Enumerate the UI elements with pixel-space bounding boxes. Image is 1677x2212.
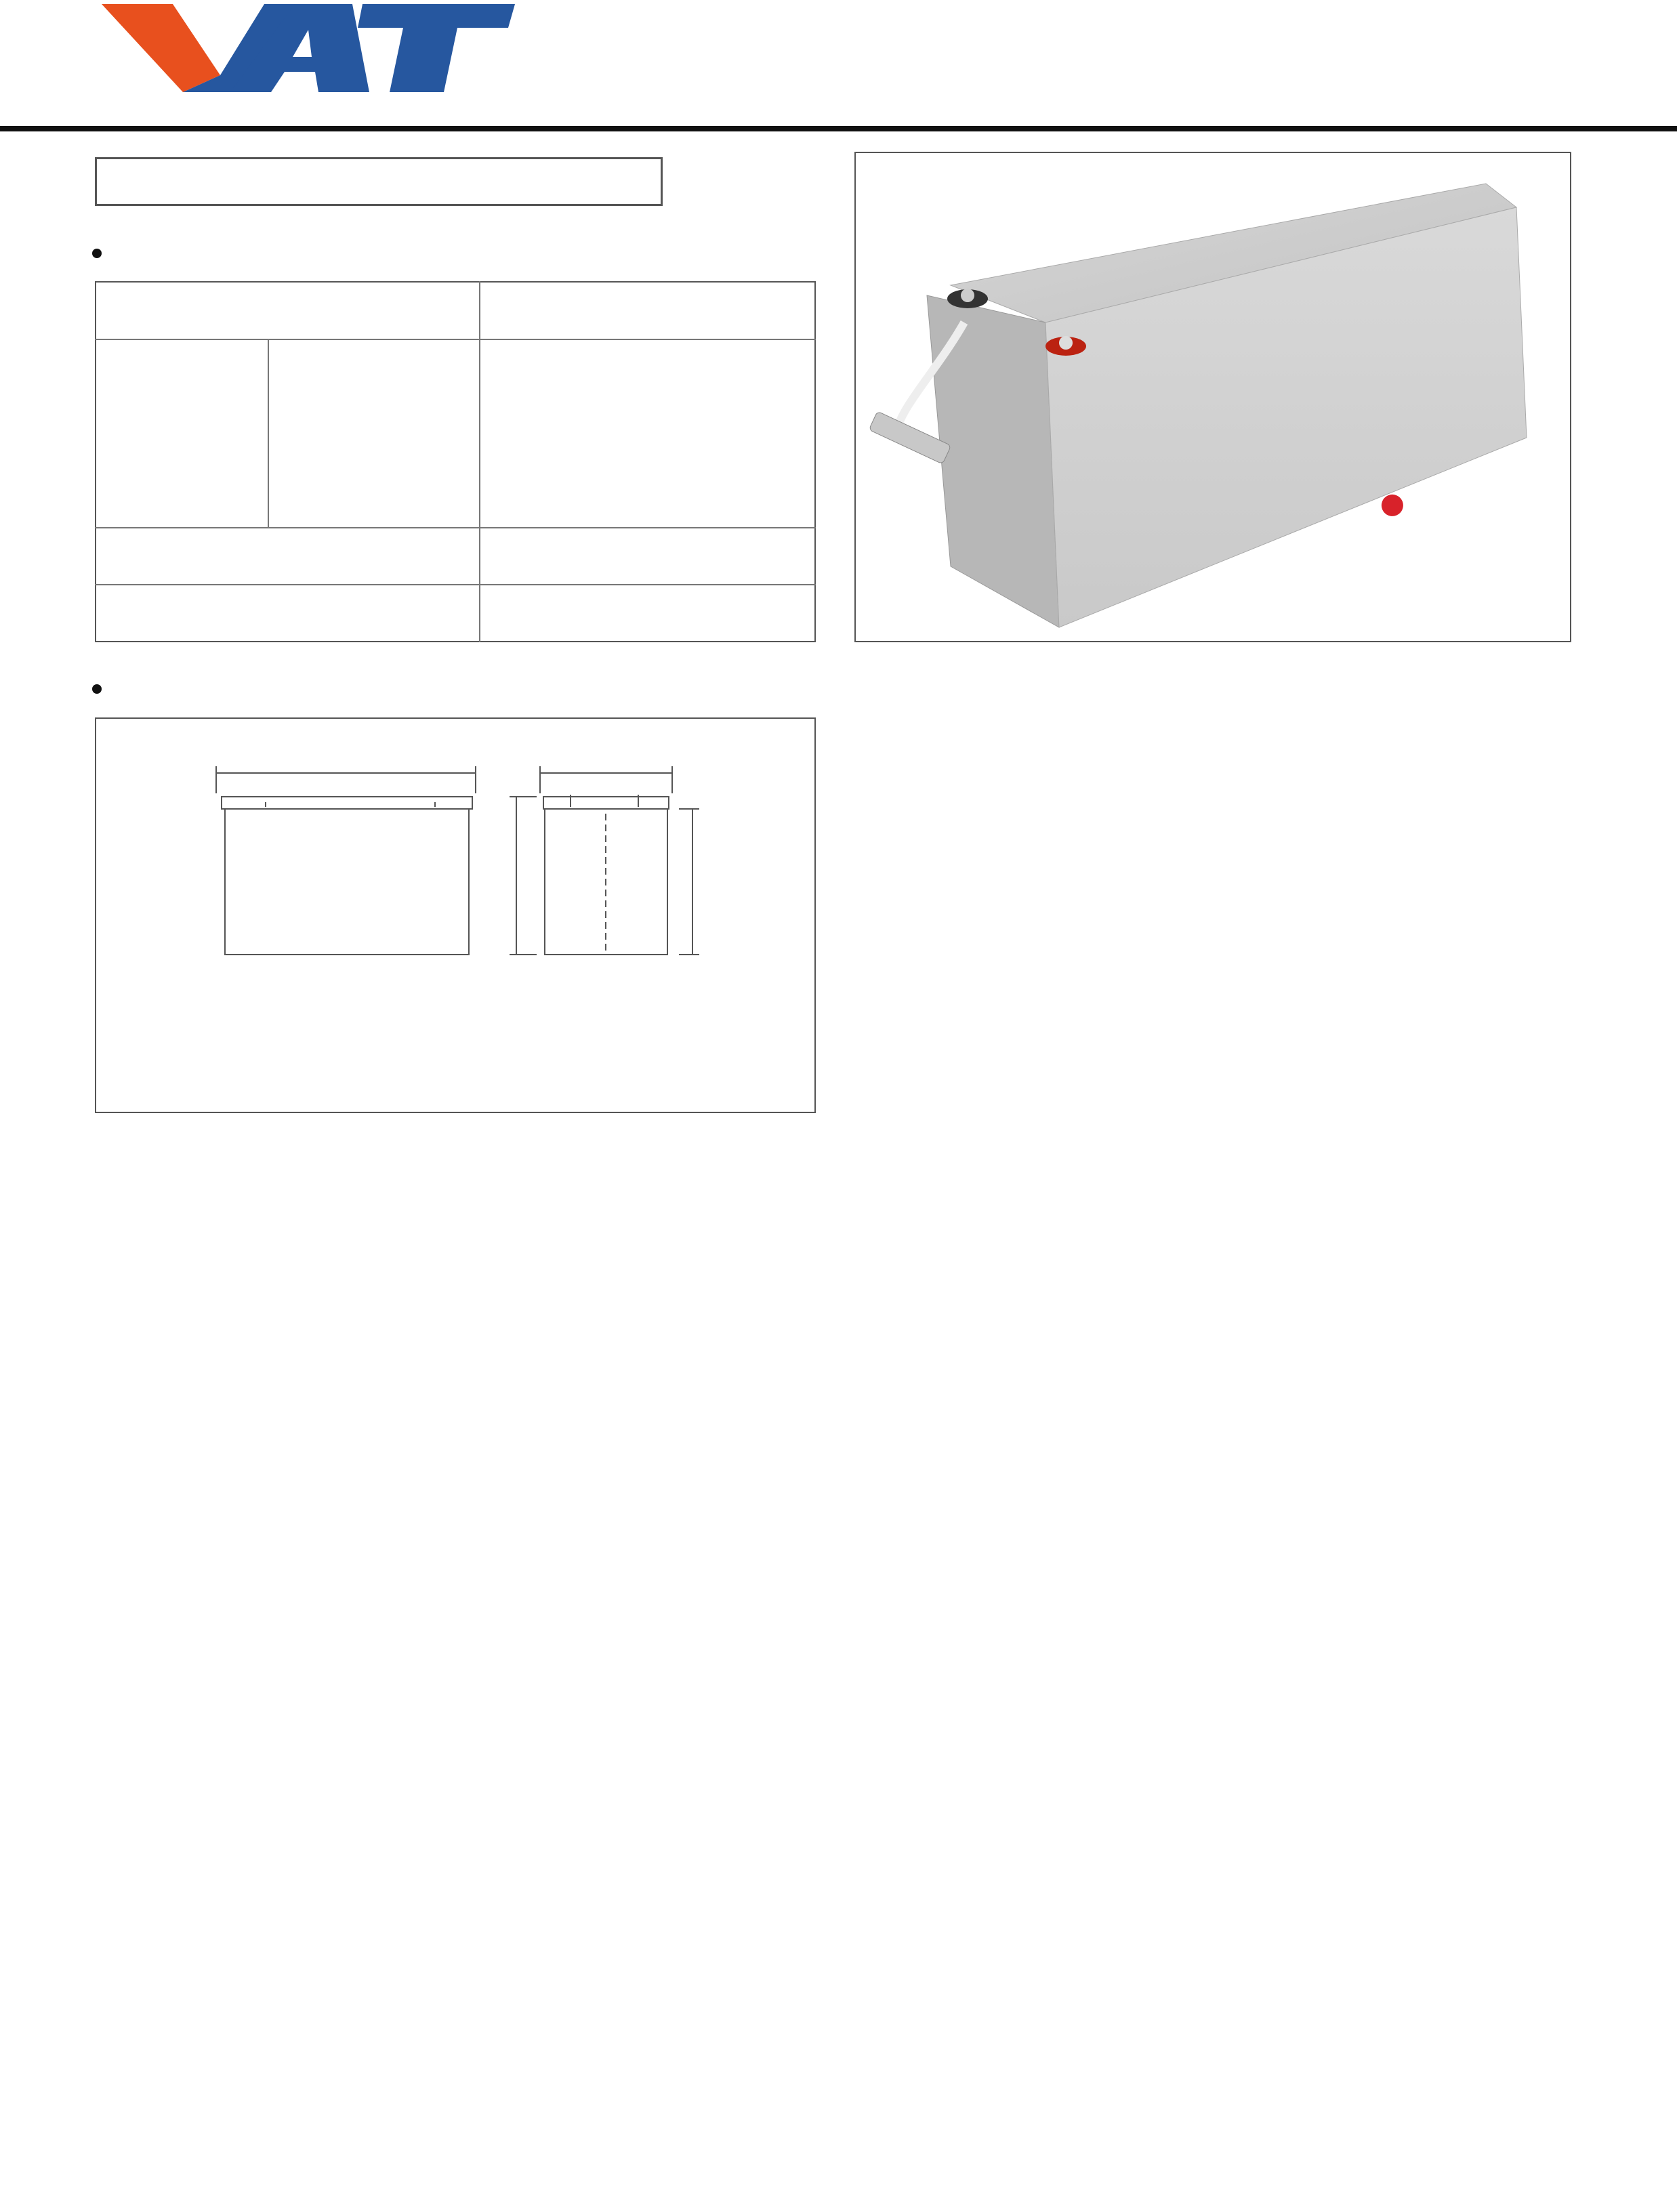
battery-photo: [856, 153, 1570, 641]
divider: [95, 584, 816, 585]
model-title-box: [95, 157, 663, 206]
specs-table: [95, 281, 816, 642]
vat-logo-graphic: [102, 4, 522, 119]
outer-dimension-drawing: [96, 719, 814, 1112]
specs-heading: [92, 237, 111, 272]
logo: [102, 4, 522, 119]
outer-dimension-frame: [95, 717, 816, 1113]
bullet-icon: [92, 249, 102, 258]
header-rule: [0, 126, 1677, 131]
product-photo-frame: [854, 152, 1571, 642]
divider: [95, 339, 816, 340]
outer-dimension-heading: [92, 673, 111, 708]
divider: [95, 527, 816, 528]
divider: [268, 339, 269, 527]
bullet-icon: [92, 684, 102, 694]
divider: [479, 281, 480, 642]
